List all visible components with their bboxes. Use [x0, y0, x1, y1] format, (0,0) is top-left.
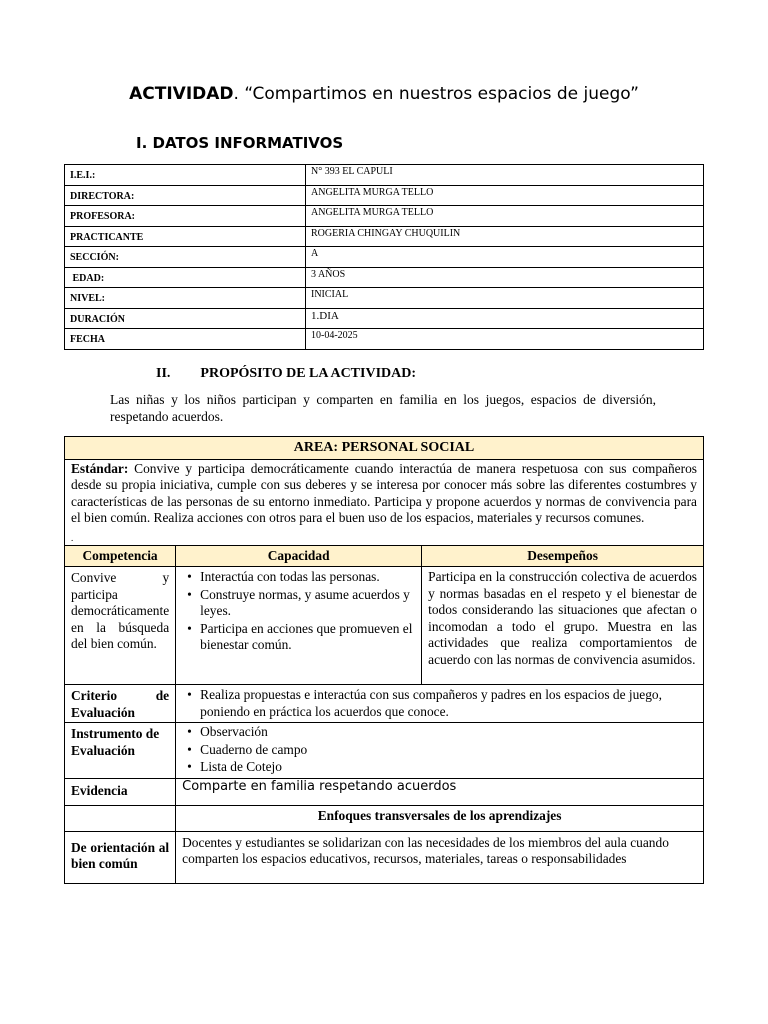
info-label: FECHA — [65, 329, 306, 350]
criterio-list — [182, 687, 697, 720]
info-row — [65, 308, 704, 329]
info-value: ROGERIA CHINGAY CHUQUILIN — [306, 226, 704, 247]
criterio-cell — [176, 685, 704, 723]
list-item: • Cuaderno de campo — [200, 742, 697, 759]
evidencia-label: Evidencia — [65, 778, 176, 806]
enfoque-text: Docentes y estudiantes se solidarizan con las necesidades de los miembros del aula cuando comparten los espacios educativos, recursos, materiales, tareas o responsabilidades — [176, 831, 704, 883]
standard-label: Estándar: — [71, 460, 129, 476]
criterio-label: Criterio de Evaluación — [65, 685, 176, 723]
info-row — [65, 329, 704, 350]
competencia-text: Convive y participa democráticamente en la búsqueda del bien común. — [65, 567, 176, 685]
info-row — [65, 288, 704, 309]
info-label: SECCIÓN: — [65, 247, 306, 268]
info-value: ANGELITA MURGA TELLO — [306, 185, 704, 206]
col-competencia: Competencia — [65, 545, 176, 567]
info-label: DIRECTORA: — [65, 185, 306, 206]
capacidades-cell — [176, 567, 422, 685]
purpose-text: Las niñas y los niños participan y comparten en familia en los juegos, espacios de diversión, respetando acuerdos. — [110, 392, 656, 424]
info-table — [64, 164, 704, 350]
section-title: PROPÓSITO DE LA ACTIVIDAD: — [200, 366, 417, 381]
list-item: • Observación — [200, 724, 697, 741]
info-value: 1.DIA — [306, 308, 704, 329]
list-item: • Lista de Cotejo — [200, 759, 697, 776]
list-item: • Construye normas, y asume acuerdos y leyes. — [200, 587, 415, 620]
area-title: AREA: PERSONAL SOCIAL — [65, 437, 704, 460]
info-value: 10-04-2025 — [306, 329, 704, 350]
enfoque-label: De orientación al bien común — [65, 831, 176, 883]
desempenos-text: Participa en la construcción colectiva de acuerdos y normas basadas en el respeto y el bienestar de todos considerando las situaciones que afectan o incomodan a todo el grupo. Muestra en las actividades que realiza comportamientos de acuerdo con las normas de convivencia asumidos. — [422, 567, 704, 685]
info-row — [65, 165, 704, 186]
col-capacidad: Capacidad — [176, 545, 422, 567]
info-value: ANGELITA MURGA TELLO — [306, 206, 704, 227]
instrumento-label: Instrumento de Evaluación — [65, 723, 176, 779]
info-row — [65, 185, 704, 206]
evidencia-value: Comparte en familia respetando acuerdos — [176, 778, 704, 806]
info-row — [65, 267, 704, 288]
standard-dot: . — [71, 532, 74, 543]
standard-cell — [65, 459, 704, 545]
info-value: INICIAL — [306, 288, 704, 309]
title-text: . “Compartimos en nuestros espacios de juego” — [233, 84, 639, 104]
section-number: II. — [156, 366, 171, 381]
capacidades-list — [182, 569, 415, 654]
title-bold: ACTIVIDAD — [129, 84, 234, 104]
info-row — [65, 226, 704, 247]
list-item: • Realiza propuestas e interactúa con sus compañeros y padres en los espacios de juego, poniendo en práctica los acuerdos que conoce. — [200, 687, 697, 720]
info-label: DURACIÓN — [65, 308, 306, 329]
info-label: NIVEL: — [65, 288, 306, 309]
col-desempenos: Desempeños — [422, 545, 704, 567]
list-item: • Interactúa con todas las personas. — [200, 569, 415, 586]
section-proposito — [156, 366, 416, 382]
info-label: I.E.I.: — [65, 165, 306, 186]
instrumento-cell — [176, 723, 704, 779]
section-datos-informativos: I. DATOS INFORMATIVOS — [136, 134, 344, 152]
info-row — [65, 206, 704, 227]
info-value: N° 393 EL CAPULI — [306, 165, 704, 186]
list-item: • Participa en acciones que promueven el bienestar común. — [200, 621, 415, 654]
activity-title — [0, 84, 768, 104]
info-label: PROFESORA: — [65, 206, 306, 227]
standard-text: Convive y participa democráticamente cuando interactúa de manera respetuosa con sus compañeros desde su propia iniciativa, cumple con sus deberes y se interesa por conocer más sobre las diferentes costumbres y características de las personas de su entorno inmediato. Participa y propone acuerdos y normas de convivencia para el bien común. Realiza acciones con otros para el buen uso de los espacios, materiales y recursos comunes. — [71, 460, 697, 525]
info-label: PRACTICANTE — [65, 226, 306, 247]
info-value: A — [306, 247, 704, 268]
instrumento-list — [182, 724, 697, 776]
enfoques-title: Enfoques transversales de los aprendizajes — [176, 806, 704, 832]
info-value: 3 AÑOS — [306, 267, 704, 288]
info-label: EDAD: — [65, 267, 306, 288]
area-table — [64, 436, 704, 884]
info-row — [65, 247, 704, 268]
